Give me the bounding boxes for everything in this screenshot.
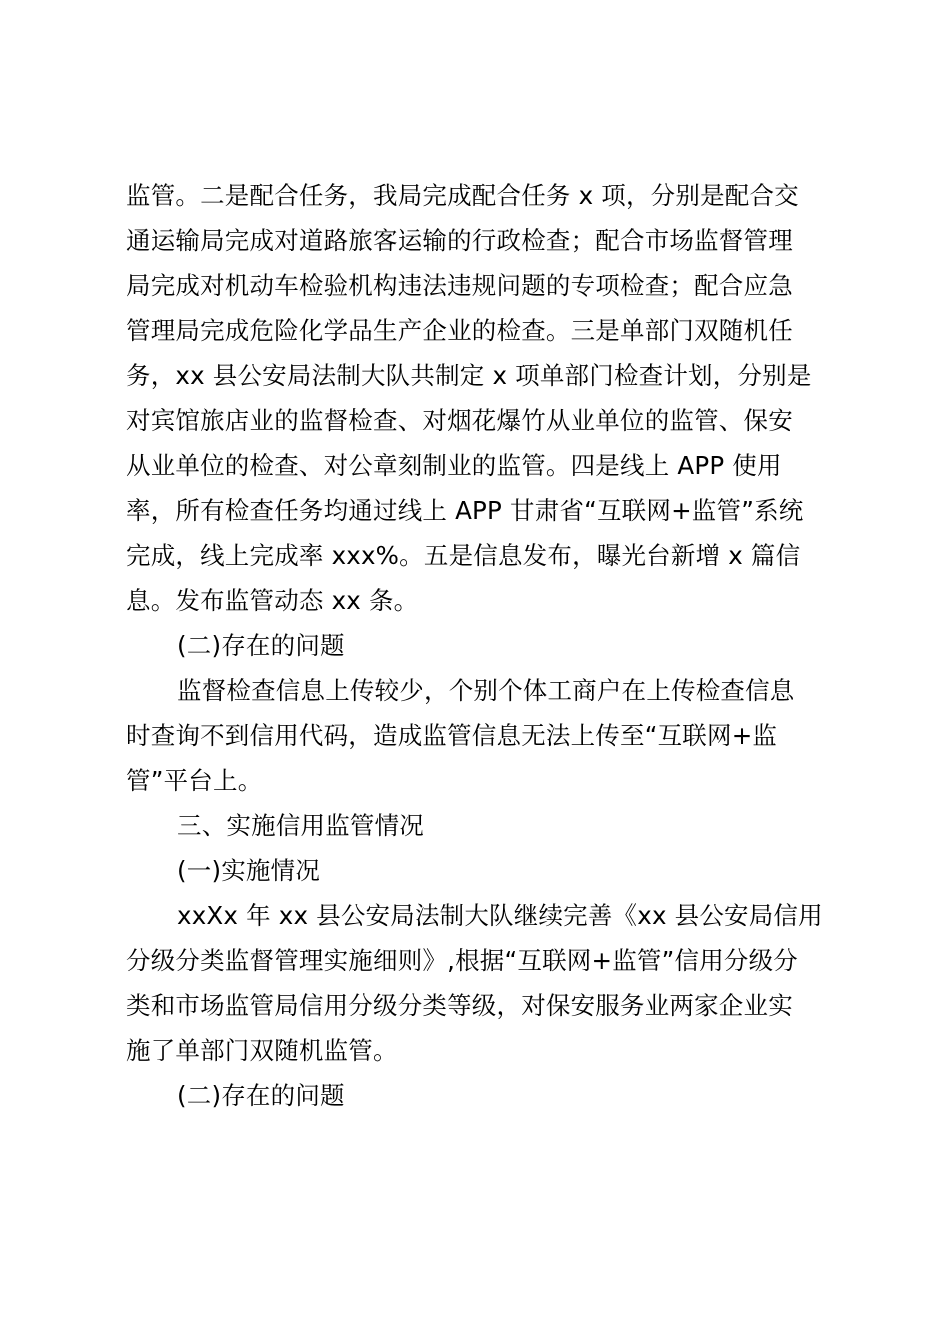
body-text-line: 完成，线上完成率 xxx%。五是信息发布，曝光台新增 x 篇信 [126, 541, 801, 570]
body-text-line: xxXx 年 xx 县公安局法制大队继续完善《xx 县公安局信用 [177, 901, 823, 930]
section-heading: (二)存在的问题 [177, 631, 345, 660]
body-text-line: 监督检查信息上传较少，个别个体工商户在上传检查信息 [177, 676, 795, 705]
body-text-line: 监管。二是配合任务，我局完成配合任务 x 项，分别是配合交 [126, 181, 799, 210]
body-text-line: 管”平台上。 [126, 766, 263, 795]
section-heading: (一)实施情况 [177, 856, 321, 885]
body-text-line: 通运输局完成对道路旅客运输的行政检查；配合市场监督管理 [126, 226, 793, 255]
body-text-line: 局完成对机动车检验机构违法违规问题的专项检查；配合应急 [126, 271, 793, 300]
body-text-line: 率，所有检查任务均通过线上 APP 甘肃省“互联网+监管”系统 [126, 496, 804, 525]
body-text-line: 施了单部门双随机监管。 [126, 1036, 398, 1065]
section-heading: 三、实施信用监管情况 [177, 811, 424, 840]
body-text-line: 分级分类监督管理实施细则》,根据“互联网+监管”信用分级分 [126, 946, 798, 975]
section-heading: (二)存在的问题 [177, 1081, 345, 1110]
body-text-line: 类和市场监管局信用分级分类等级，对保安服务业两家企业实 [126, 991, 793, 1020]
body-text-line: 务，xx 县公安局法制大队共制定 x 项单部门检查计划，分别是 [126, 361, 812, 390]
body-text-line: 时查询不到信用代码，造成监管信息无法上传至“互联网+监 [126, 721, 778, 750]
body-text-line: 从业单位的检查、对公章刻制业的监管。四是线上 APP 使用 [126, 451, 782, 480]
body-text-line: 息。发布监管动态 xx 条。 [126, 586, 419, 615]
body-text-line: 对宾馆旅店业的监督检查、对烟花爆竹从业单位的监管、保安 [126, 406, 793, 435]
body-text-line: 管理局完成危险化学品生产企业的检查。三是单部门双随机任 [126, 316, 793, 345]
